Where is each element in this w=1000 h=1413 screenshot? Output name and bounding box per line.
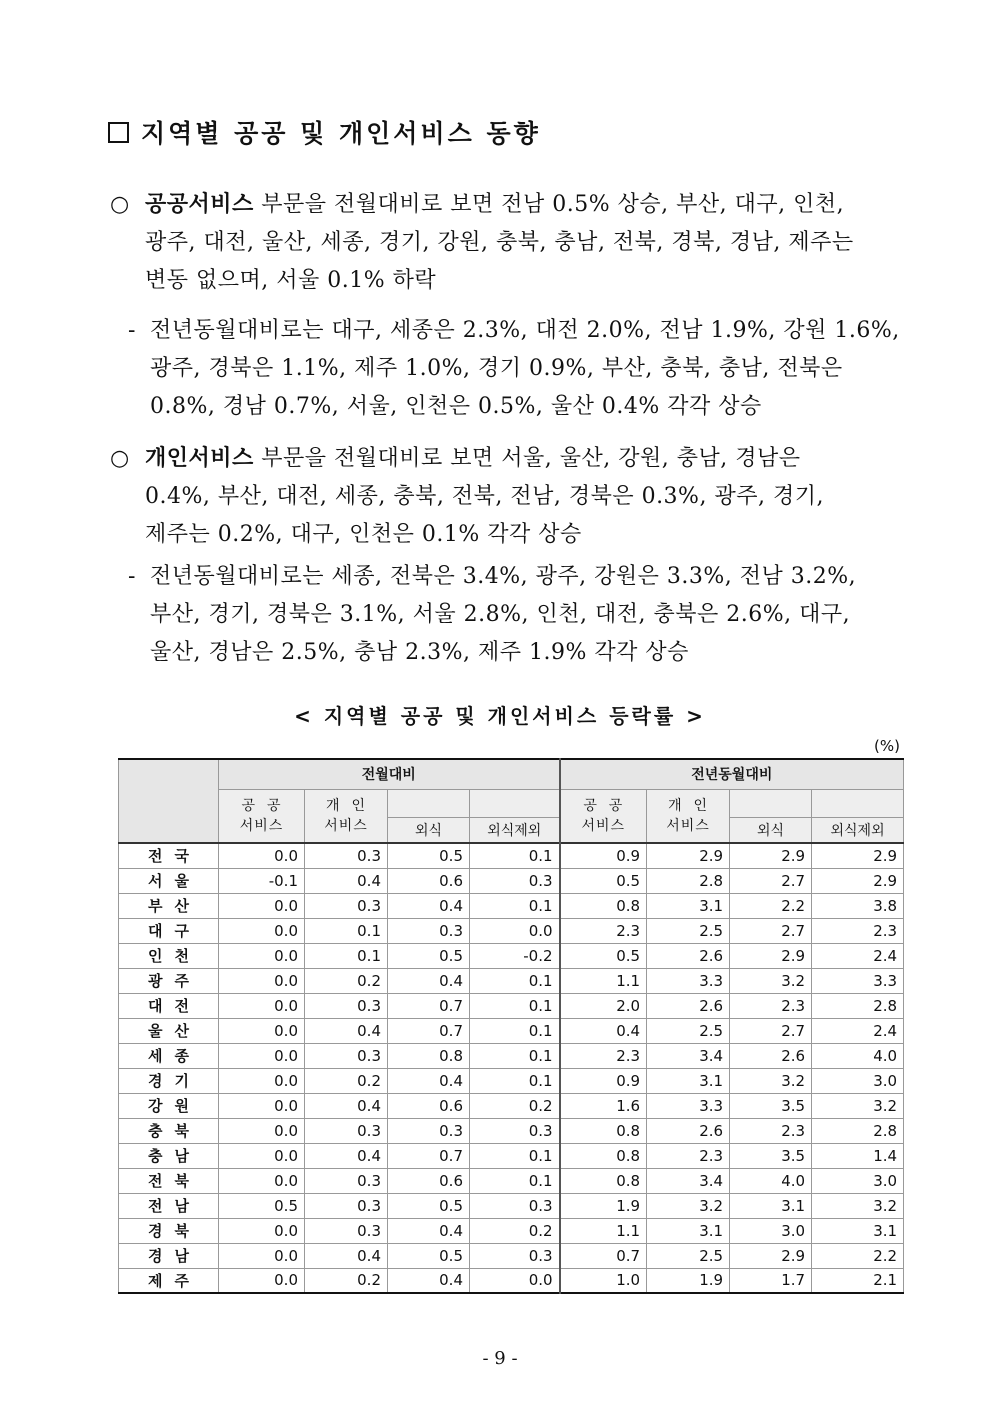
region-cell: 강원: [119, 1093, 219, 1118]
paragraph-line: 0.4%, 부산, 대전, 세종, 충북, 전북, 전남, 경북은 0.3%, 광주, 경기,: [145, 484, 824, 509]
value-cell: 0.7: [388, 1018, 470, 1043]
region-cell: 충남: [119, 1143, 219, 1168]
header-dining: 외식: [730, 817, 812, 843]
value-cell: 0.7: [560, 1243, 647, 1268]
value-cell: 3.3: [812, 968, 904, 993]
value-cell: 0.3: [305, 993, 388, 1018]
header-dining: 외식: [388, 817, 470, 843]
value-cell: 2.5: [647, 1243, 730, 1268]
value-cell: 2.5: [647, 1018, 730, 1043]
value-cell: 0.3: [470, 1243, 560, 1268]
value-cell: 0.1: [305, 943, 388, 968]
value-cell: 0.5: [388, 943, 470, 968]
value-cell: 2.2: [812, 1243, 904, 1268]
value-cell: 0.3: [470, 1118, 560, 1143]
value-cell: 2.8: [812, 1118, 904, 1143]
paragraph-line: 부문을 전월대비로 보면 서울, 울산, 강원, 충남, 경남은: [253, 446, 801, 471]
value-cell: 0.8: [560, 893, 647, 918]
value-cell: 3.8: [812, 893, 904, 918]
value-cell: 0.3: [470, 868, 560, 893]
value-cell: 0.0: [219, 993, 305, 1018]
table-row: [119, 843, 904, 868]
paragraph-personal-mom: [110, 440, 905, 554]
value-cell: 0.0: [219, 1018, 305, 1043]
value-cell: 2.9: [730, 1243, 812, 1268]
value-cell: -0.2: [470, 943, 560, 968]
table-row: [119, 943, 904, 968]
header-public-service: [560, 789, 647, 843]
regional-rates-table: [118, 758, 904, 1294]
bold-term: 개인서비스: [145, 446, 254, 471]
value-cell: 0.5: [388, 843, 470, 868]
value-cell: 0.3: [388, 918, 470, 943]
header-public-service: [219, 789, 305, 843]
value-cell: 2.6: [647, 943, 730, 968]
value-cell: 0.4: [305, 1243, 388, 1268]
table-row: [119, 993, 904, 1018]
value-cell: 0.4: [388, 1268, 470, 1293]
value-cell: 2.3: [560, 918, 647, 943]
value-cell: 0.8: [388, 1043, 470, 1068]
table-unit: (%): [874, 737, 900, 755]
header-personal-service: [647, 789, 730, 843]
region-cell: 전국: [119, 843, 219, 868]
value-cell: 0.0: [219, 893, 305, 918]
value-cell: 0.1: [470, 843, 560, 868]
header-blank: [470, 789, 560, 817]
region-cell: 전남: [119, 1193, 219, 1218]
value-cell: 0.3: [305, 1218, 388, 1243]
table-row: [119, 1018, 904, 1043]
paragraph-line: 울산, 경남은 2.5%, 충남 2.3%, 제주 1.9% 각각 상승: [150, 640, 689, 665]
value-cell: 2.6: [730, 1043, 812, 1068]
table-row: [119, 1193, 904, 1218]
header-blank: [812, 789, 904, 817]
value-cell: 0.2: [305, 1068, 388, 1093]
header-personal-line2: 서비스: [324, 817, 368, 834]
paragraph-line: 광주, 경북은 1.1%, 제주 1.0%, 경기 0.9%, 부산, 충북, 충남, 전북은: [150, 356, 843, 381]
value-cell: 0.1: [470, 893, 560, 918]
value-cell: 0.0: [219, 1118, 305, 1143]
table-row: [119, 1093, 904, 1118]
value-cell: 0.0: [219, 1043, 305, 1068]
value-cell: 2.5: [647, 918, 730, 943]
value-cell: 3.1: [812, 1218, 904, 1243]
value-cell: 0.0: [219, 1168, 305, 1193]
paragraph-line: 0.8%, 경남 0.7%, 서울, 인천은 0.5%, 울산 0.4% 각각 상승: [150, 394, 762, 419]
value-cell: 0.6: [388, 1168, 470, 1193]
header-yoy: 전년동월대비: [560, 759, 904, 789]
table-row: [119, 1118, 904, 1143]
value-cell: 0.4: [388, 1218, 470, 1243]
value-cell: 0.6: [388, 868, 470, 893]
region-cell: 충북: [119, 1118, 219, 1143]
value-cell: 0.2: [470, 1218, 560, 1243]
value-cell: 1.4: [812, 1143, 904, 1168]
value-cell: 0.0: [219, 1218, 305, 1243]
value-cell: 2.7: [730, 868, 812, 893]
value-cell: 0.0: [219, 968, 305, 993]
value-cell: 3.4: [647, 1043, 730, 1068]
value-cell: 1.9: [560, 1193, 647, 1218]
value-cell: 0.4: [388, 893, 470, 918]
value-cell: 0.1: [470, 1018, 560, 1043]
region-cell: 세종: [119, 1043, 219, 1068]
header-blank: [730, 789, 812, 817]
header-public-line2: 서비스: [581, 817, 626, 834]
value-cell: 0.1: [470, 1168, 560, 1193]
value-cell: 2.1: [812, 1268, 904, 1293]
value-cell: 0.1: [305, 918, 388, 943]
value-cell: 0.6: [388, 1093, 470, 1118]
value-cell: 1.0: [560, 1268, 647, 1293]
value-cell: 2.0: [560, 993, 647, 1018]
value-cell: 3.1: [730, 1193, 812, 1218]
value-cell: 0.5: [388, 1193, 470, 1218]
table-row: [119, 968, 904, 993]
value-cell: 2.3: [560, 1043, 647, 1068]
value-cell: 2.4: [812, 943, 904, 968]
value-cell: 0.5: [388, 1243, 470, 1268]
header-public-line1: 공 공: [241, 797, 282, 814]
value-cell: 2.9: [812, 843, 904, 868]
value-cell: 2.8: [647, 868, 730, 893]
region-cell: 광주: [119, 968, 219, 993]
value-cell: 0.8: [560, 1168, 647, 1193]
bullet-circle: ○: [110, 192, 130, 217]
paragraph-line: 변동 없으며, 서울 0.1% 하락: [145, 268, 437, 293]
value-cell: 0.9: [560, 843, 647, 868]
header-excluding-dining: 외식제외: [470, 817, 560, 843]
value-cell: 3.0: [812, 1068, 904, 1093]
paragraph-line: 광주, 대전, 울산, 세종, 경기, 강원, 충북, 충남, 전북, 경북, 경남, 제주는: [145, 230, 854, 255]
value-cell: 0.9: [560, 1068, 647, 1093]
paragraph-personal-yoy: [128, 558, 905, 672]
value-cell: 2.9: [812, 868, 904, 893]
value-cell: 0.0: [219, 1243, 305, 1268]
value-cell: 3.1: [647, 893, 730, 918]
region-cell: 경북: [119, 1218, 219, 1243]
paragraph-line: 전년동월대비로는 세종, 전북은 3.4%, 광주, 강원은 3.3%, 전남 3.2%,: [150, 564, 857, 589]
bullet-dash: -: [128, 564, 136, 589]
value-cell: 0.1: [470, 993, 560, 1018]
value-cell: 0.1: [470, 1043, 560, 1068]
value-cell: 2.9: [730, 843, 812, 868]
value-cell: 0.3: [305, 893, 388, 918]
value-cell: 0.3: [305, 1168, 388, 1193]
table-caption: < 지역별 공공 및 개인서비스 등락률 >: [294, 704, 706, 728]
table-row: [119, 1268, 904, 1293]
value-cell: 2.3: [647, 1143, 730, 1168]
header-personal-line1: 개 인: [668, 797, 709, 814]
header-mom: 전월대비: [219, 759, 560, 789]
value-cell: 2.2: [730, 893, 812, 918]
value-cell: 2.6: [647, 1118, 730, 1143]
table-row: [119, 1143, 904, 1168]
section-heading: [108, 114, 541, 150]
value-cell: 0.0: [470, 1268, 560, 1293]
region-cell: 울산: [119, 1018, 219, 1043]
value-cell: 0.4: [388, 1068, 470, 1093]
table-corner: [119, 759, 219, 843]
section-heading-text: 지역별 공공 및 개인서비스 동향: [141, 119, 541, 148]
value-cell: 2.7: [730, 918, 812, 943]
value-cell: 3.5: [730, 1143, 812, 1168]
table-row: [119, 1243, 904, 1268]
value-cell: 3.3: [647, 1093, 730, 1118]
value-cell: 0.0: [219, 843, 305, 868]
header-excluding-dining: 외식제외: [812, 817, 904, 843]
value-cell: 0.2: [470, 1093, 560, 1118]
paragraph-line: 부문을 전월대비로 보면 전남 0.5% 상승, 부산, 대구, 인천,: [253, 192, 845, 217]
value-cell: 0.3: [470, 1193, 560, 1218]
value-cell: 0.1: [470, 968, 560, 993]
value-cell: 3.2: [730, 1068, 812, 1093]
table-row: [119, 868, 904, 893]
value-cell: 2.3: [730, 1118, 812, 1143]
value-cell: 2.9: [730, 943, 812, 968]
bullet-dash: -: [128, 318, 136, 343]
value-cell: 0.0: [219, 1093, 305, 1118]
value-cell: 0.0: [219, 1068, 305, 1093]
paragraph-line: 전년동월대비로는 대구, 세종은 2.3%, 대전 2.0%, 전남 1.9%, 강원 1.6%,: [150, 318, 900, 343]
value-cell: 2.4: [812, 1018, 904, 1043]
region-cell: 경기: [119, 1068, 219, 1093]
value-cell: 0.1: [470, 1143, 560, 1168]
header-personal-line1: 개 인: [326, 797, 366, 814]
value-cell: 3.3: [647, 968, 730, 993]
value-cell: 3.5: [730, 1093, 812, 1118]
value-cell: 0.3: [305, 1118, 388, 1143]
value-cell: 0.0: [219, 918, 305, 943]
value-cell: 0.5: [219, 1193, 305, 1218]
value-cell: 1.9: [647, 1268, 730, 1293]
checkbox-square-icon: [108, 122, 129, 143]
page-number: - 9 -: [482, 1348, 518, 1369]
value-cell: 2.3: [730, 993, 812, 1018]
value-cell: 2.9: [647, 843, 730, 868]
region-cell: 부산: [119, 893, 219, 918]
value-cell: 1.6: [560, 1093, 647, 1118]
value-cell: 0.4: [305, 1143, 388, 1168]
value-cell: 3.2: [812, 1093, 904, 1118]
value-cell: 0.5: [560, 943, 647, 968]
region-cell: 서울: [119, 868, 219, 893]
table-body: [119, 843, 904, 1293]
value-cell: 1.7: [730, 1268, 812, 1293]
table-row: [119, 918, 904, 943]
bold-term: 공공서비스: [145, 192, 254, 217]
value-cell: 0.3: [388, 1118, 470, 1143]
value-cell: 3.4: [647, 1168, 730, 1193]
value-cell: 0.0: [219, 1268, 305, 1293]
value-cell: 0.4: [305, 1093, 388, 1118]
value-cell: 0.4: [388, 968, 470, 993]
value-cell: 2.7: [730, 1018, 812, 1043]
value-cell: 0.3: [305, 1043, 388, 1068]
value-cell: 0.0: [470, 918, 560, 943]
value-cell: -0.1: [219, 868, 305, 893]
header-personal-service: [305, 789, 388, 843]
value-cell: 2.3: [812, 918, 904, 943]
value-cell: 0.8: [560, 1118, 647, 1143]
value-cell: 3.2: [812, 1193, 904, 1218]
table-row: [119, 1168, 904, 1193]
value-cell: 0.3: [305, 1193, 388, 1218]
value-cell: 0.4: [305, 1018, 388, 1043]
value-cell: 3.2: [730, 968, 812, 993]
paragraph-public-yoy: [128, 312, 905, 426]
value-cell: 3.0: [812, 1168, 904, 1193]
value-cell: 0.2: [305, 968, 388, 993]
value-cell: 1.1: [560, 968, 647, 993]
region-cell: 제주: [119, 1268, 219, 1293]
value-cell: 3.2: [647, 1193, 730, 1218]
value-cell: 0.3: [305, 843, 388, 868]
value-cell: 0.0: [219, 1143, 305, 1168]
table-row: [119, 1068, 904, 1093]
value-cell: 4.0: [812, 1043, 904, 1068]
paragraph-public-mom: [110, 186, 905, 300]
header-personal-line2: 서비스: [666, 817, 710, 834]
paragraph-line: 부산, 경기, 경북은 3.1%, 서울 2.8%, 인천, 대전, 충북은 2.6%, 대구,: [150, 602, 851, 627]
header-public-line1: 공 공: [583, 797, 624, 814]
region-cell: 인천: [119, 943, 219, 968]
value-cell: 3.1: [647, 1068, 730, 1093]
value-cell: 1.1: [560, 1218, 647, 1243]
value-cell: 2.8: [812, 993, 904, 1018]
table-row: [119, 1043, 904, 1068]
value-cell: 0.8: [560, 1143, 647, 1168]
bullet-circle: ○: [110, 446, 130, 471]
value-cell: 0.7: [388, 993, 470, 1018]
value-cell: 0.4: [560, 1018, 647, 1043]
value-cell: 0.5: [560, 868, 647, 893]
value-cell: 0.0: [219, 943, 305, 968]
value-cell: 0.4: [305, 868, 388, 893]
table-row: [119, 893, 904, 918]
table-row: [119, 1218, 904, 1243]
value-cell: 0.7: [388, 1143, 470, 1168]
value-cell: 4.0: [730, 1168, 812, 1193]
region-cell: 경남: [119, 1243, 219, 1268]
header-public-line2: 서비스: [239, 817, 284, 834]
value-cell: 0.1: [470, 1068, 560, 1093]
value-cell: 3.1: [647, 1218, 730, 1243]
value-cell: 0.2: [305, 1268, 388, 1293]
header-blank: [388, 789, 470, 817]
region-cell: 전북: [119, 1168, 219, 1193]
region-cell: 대전: [119, 993, 219, 1018]
value-cell: 3.0: [730, 1218, 812, 1243]
value-cell: 2.6: [647, 993, 730, 1018]
paragraph-line: 제주는 0.2%, 대구, 인천은 0.1% 각각 상승: [145, 522, 582, 547]
region-cell: 대구: [119, 918, 219, 943]
